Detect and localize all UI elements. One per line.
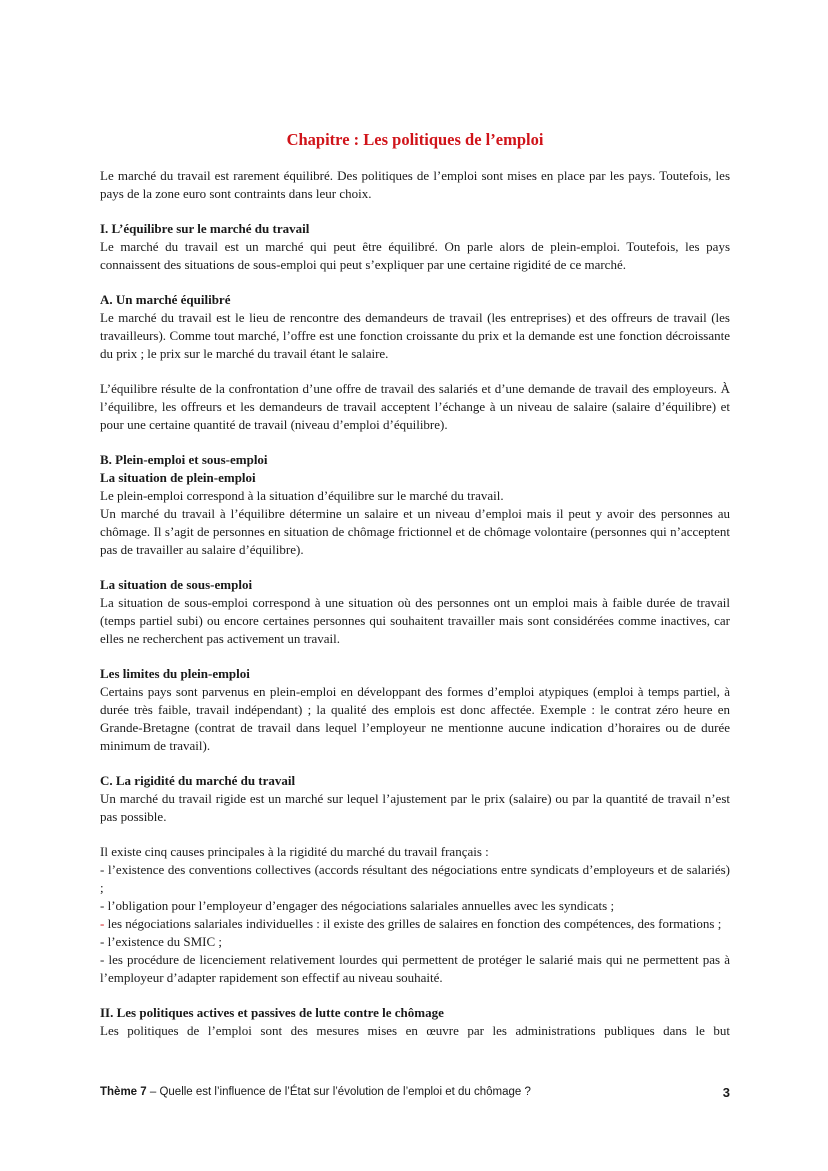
footer-question: – Quelle est l’influence de l’État sur l’évolution de l’emploi et du chômage ? <box>146 1086 531 1098</box>
cause-item: - les négociations salariales individuelles : il existe des grilles de salaires en fonction des compétences, des formations ; <box>100 916 722 931</box>
section-b-sub-3: Les limites du plein-emploi <box>100 666 250 681</box>
cause-item-text: les négociations salariales individuelles : il existe des grilles de salaires en fonction des compétences, des formations ; <box>107 916 722 931</box>
cause-item: - l’existence des conventions collectives (accords résultant des négociations entre syndicats d’employeurs et de salariés) ; <box>100 862 730 895</box>
section-1-text: Le marché du travail est un marché qui peut être équilibré. On parle alors de plein-emploi. Toutefois, les pays connaissent des situations de sous-emploi qui peut s’expliquer par une certaine rigidité de ce marché. <box>100 239 730 272</box>
cause-item-text: l’obligation pour l’employeur d’engager des négociations salariales annuelles avec les syndicats ; <box>107 898 615 913</box>
cause-item-text: l’existence du SMIC ; <box>107 934 223 949</box>
section-b-sub-1: La situation de plein-emploi <box>100 470 256 485</box>
page-footer <box>100 1086 730 1098</box>
section-b-sub-2: La situation de sous-emploi <box>100 577 253 592</box>
cause-item: - les procédure de licenciement relativement lourdes qui permettent de protéger le salarié mais qui ne permettent pas à l’employeur d’adapter rapidement son effectif au niveau souhaité. <box>100 952 730 985</box>
section-c-paragraph-1: Un marché du travail rigide est un marché sur lequel l’ajustement par le prix (salaire) ou par la quantité de travail n’est pas possible. <box>100 791 730 824</box>
section-b-heading: B. Plein-emploi et sous-emploi <box>100 452 268 467</box>
cause-item: - l’obligation pour l’employeur d’engager des négociations salariales annuelles avec les syndicats ; <box>100 898 615 913</box>
document-body <box>100 167 730 1040</box>
intro-paragraph: Le marché du travail est rarement équilibré. Des politiques de l’emploi sont mises en place par les pays. Toutefois, les pays de la zone euro sont contraints dans leur choix. <box>100 168 730 201</box>
section-c-paragraph-2: Il existe cinq causes principales à la rigidité du marché du travail français : <box>100 844 489 859</box>
section-1-heading: I. L’équilibre sur le marché du travail <box>100 221 310 236</box>
section-a-heading: A. Un marché équilibré <box>100 292 231 307</box>
section-a-paragraph-1: Le marché du travail est le lieu de rencontre des demandeurs de travail (les entreprises) et des offreurs de travail (les travailleurs). Comme tout marché, l’offre est une fonction croissante du prix et la demande est une fonction décroissante du prix ; le prix sur le marché du travail étant le salaire. <box>100 310 730 361</box>
section-b-sub-2-text: La situation de sous-emploi correspond à une situation où des personnes ont un emploi mais à faible durée de travail (temps partiel subi) ou encore certaines personnes qui souhaitent travailler mais sont considérées comme inactives, car elles ne recherchent pas activement un travail. <box>100 595 730 646</box>
section-b-sub-3-text: Certains pays sont parvenus en plein-emploi en développant des formes d’emploi atypiques (emploi à temps partiel, à durée très faible, travail indépendant) ; la qualité des emplois est donc affectée. Exemple : le contrat zéro heure en Grande-Bretagne (contrat de travail dans lequel l’employeur ne mentionne aucune indication d’horaires ou de durée minimum de travail). <box>100 684 730 753</box>
section-a-paragraph-2: L’équilibre résulte de la confrontation d’une offre de travail des salariés et d’une demande de travail des employeurs. À l’équilibre, les offreurs et les demandeurs de travail acceptent l’échange à un niveau de salaire (salaire d’équilibre) et pour une certaine quantité de travail (niveau d’emploi d’équilibre). <box>100 381 730 432</box>
cause-item-text: l’existence des conventions collectives (accords résultant des négociations entre syndicats d’employeurs et de salariés) ; <box>100 862 730 895</box>
section-b-sub-1-p2: Un marché du travail à l’équilibre détermine un salaire et un niveau d’emploi mais il peut y avoir des personnes au chômage. Il s’agit de personnes en situation de chômage frictionnel et de chômage volontaire (personnes qui n’acceptent pas de travailler au salaire d’équilibre). <box>100 506 730 557</box>
section-2-heading: II. Les politiques actives et passives de lutte contre le chômage <box>100 1005 444 1020</box>
page-number: 3 <box>722 1085 730 1100</box>
cause-item: - l’existence du SMIC ; <box>100 934 223 949</box>
section-b-sub-1-p1: Le plein-emploi correspond à la situation d’équilibre sur le marché du travail. <box>100 488 504 503</box>
footer-theme: Thème 7 <box>100 1086 147 1098</box>
section-2-text: Les politiques de l’emploi sont des mesures mises en œuvre par les administrations publiques dans le but <box>100 1023 730 1038</box>
section-c-heading: C. La rigidité du marché du travail <box>100 773 296 788</box>
cause-item-text: les procédure de licenciement relativement lourdes qui permettent de protéger le salarié mais qui ne permettent pas à l’employeur d’adapter rapidement son effectif au niveau souhaité. <box>100 952 730 985</box>
chapter-title: Chapitre : Les politiques de l’emploi <box>286 130 544 149</box>
